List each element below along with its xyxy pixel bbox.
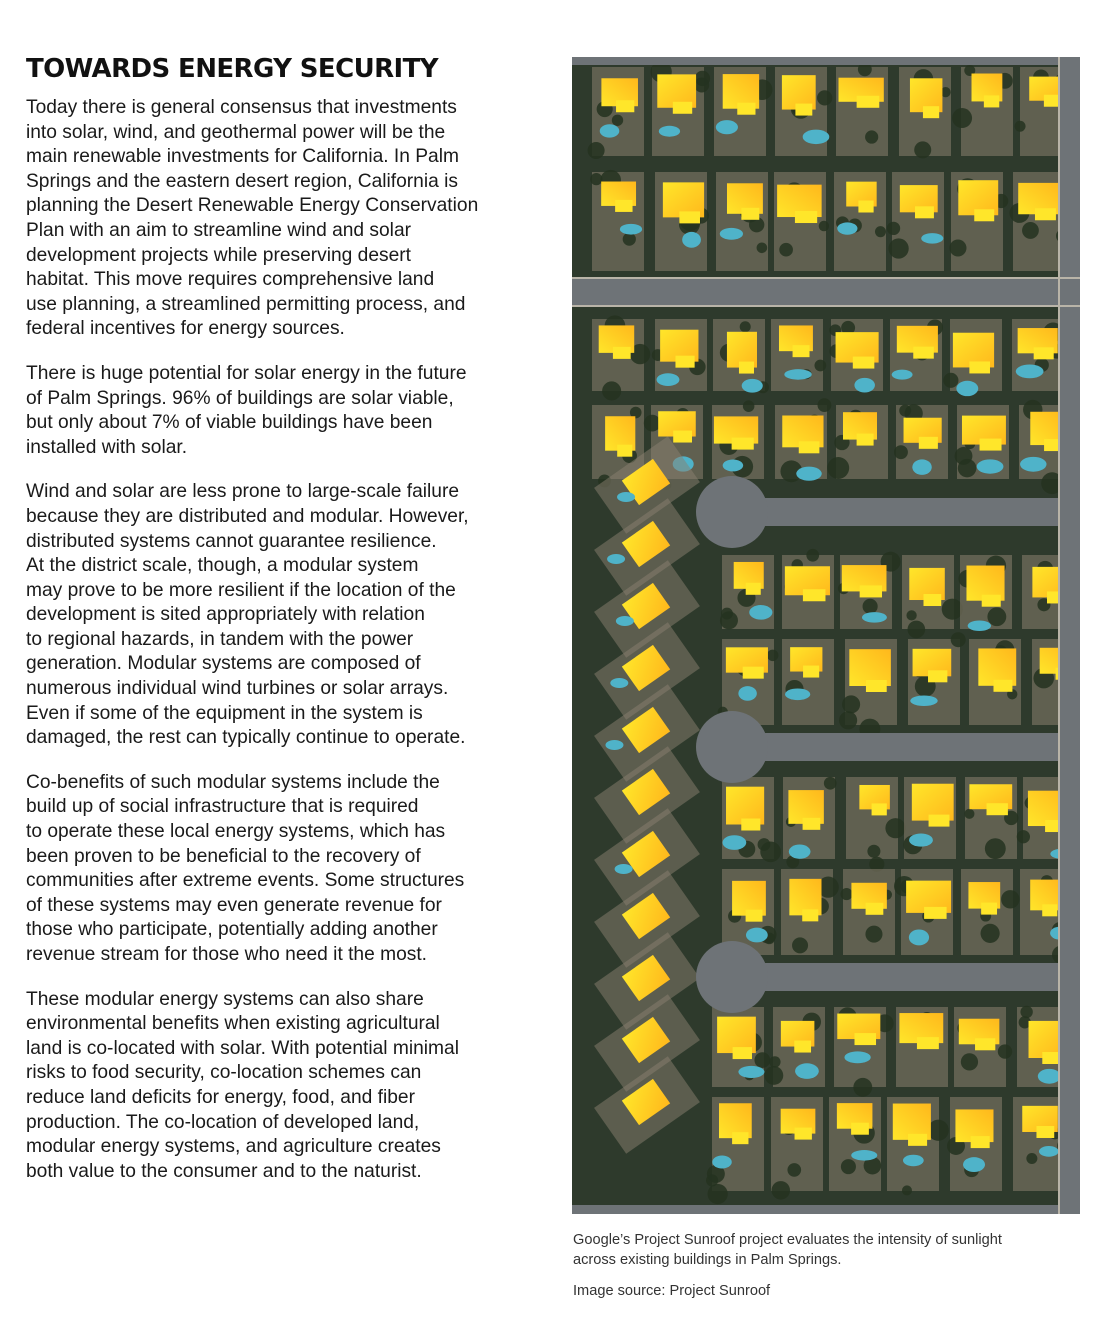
solar-roof <box>860 585 882 597</box>
tree <box>863 599 878 614</box>
solar-roof <box>739 362 754 374</box>
pool <box>749 605 772 620</box>
tree <box>612 115 623 126</box>
tree <box>767 650 778 661</box>
tree <box>708 1184 728 1204</box>
solar-roof <box>858 200 873 212</box>
solar-roof <box>732 438 754 450</box>
tree <box>865 130 878 143</box>
tree <box>889 238 909 258</box>
pool <box>789 844 811 858</box>
solar-roof <box>795 1128 812 1140</box>
cul-de-sac <box>696 476 768 548</box>
tree <box>817 90 832 105</box>
solar-roof <box>1036 1126 1054 1138</box>
solar-roof <box>743 667 764 679</box>
solar-roof <box>987 803 1008 815</box>
tree <box>792 937 808 953</box>
tree <box>1001 890 1019 908</box>
road <box>722 733 1062 761</box>
solar-roof <box>616 100 634 112</box>
tree <box>644 415 661 432</box>
solar-roof <box>908 1134 927 1146</box>
solar-roof <box>853 357 875 369</box>
article-body <box>26 96 532 1204</box>
tree <box>824 777 837 790</box>
tree <box>706 1174 718 1186</box>
solar-roof <box>971 1136 990 1148</box>
pool <box>977 459 1004 473</box>
solar-roof <box>741 819 760 831</box>
tree <box>764 1066 783 1085</box>
solar-roof <box>866 903 884 915</box>
pool <box>616 616 634 626</box>
pool <box>746 928 768 943</box>
pool <box>615 864 633 874</box>
pool <box>851 1150 877 1161</box>
solar-roof <box>795 104 812 116</box>
tree <box>758 838 771 851</box>
pool <box>617 492 635 502</box>
pool <box>738 1066 764 1078</box>
solar-roof <box>917 1037 939 1049</box>
tree <box>694 77 709 92</box>
solar-aerial-map <box>572 57 1080 1214</box>
pool <box>742 379 763 393</box>
pool <box>785 688 810 700</box>
solar-roof <box>854 1033 876 1045</box>
pool <box>921 233 943 244</box>
pool <box>620 224 642 235</box>
paragraph: There is huge potential for solar energy in the future of Palm Springs. 96% of buildings are solar viable, but only about 7% of viable buildings have been installed with solar. <box>26 362 467 458</box>
tree <box>885 818 905 838</box>
road <box>572 1205 1080 1214</box>
tree <box>894 445 908 459</box>
pool <box>903 1155 924 1167</box>
tree <box>840 888 852 900</box>
tree <box>958 459 977 478</box>
solar-roof <box>980 439 1002 451</box>
pool <box>892 370 913 380</box>
solar-roof <box>746 910 763 922</box>
pool <box>723 460 743 472</box>
pool <box>605 740 623 750</box>
tree <box>875 226 886 237</box>
solar-roof <box>1034 347 1054 359</box>
road <box>572 279 1080 305</box>
pool <box>610 678 628 688</box>
tree <box>814 360 826 372</box>
tree <box>1017 830 1030 843</box>
solar-roof <box>1035 208 1056 220</box>
solar-roof <box>915 206 934 218</box>
tree <box>769 1056 780 1067</box>
solar-roof <box>732 1132 748 1144</box>
tree <box>899 405 911 417</box>
pool <box>659 126 680 137</box>
pool <box>862 612 887 623</box>
tree <box>839 711 857 729</box>
tree <box>981 924 1000 943</box>
aerial-image <box>572 57 1080 1214</box>
paragraph: These modular energy systems can also share environmental benefits when existing agricultural land is co-located with solar. With potential minimal risks to food security, co-location schemes can reduce land deficits for energy, food, and fiber production. The co-location of developed land, modular energy systems, and agriculture creates both value to the consumer and to the naturist. <box>26 988 459 1182</box>
solar-roof <box>969 361 990 373</box>
pool <box>607 554 625 564</box>
sidewalk <box>572 277 1080 279</box>
solar-roof <box>923 106 939 118</box>
solar-roof <box>803 666 819 678</box>
pool <box>720 228 743 240</box>
road <box>572 57 1080 65</box>
solar-roof <box>982 595 1001 607</box>
pool <box>796 467 821 481</box>
pool <box>909 833 933 846</box>
tree <box>1026 1153 1037 1164</box>
pool <box>600 124 620 137</box>
paragraph: Wind and solar are less prone to large-scale failure because they are distributed and modular. However, distributed systems cannot guarantee resilience. At the district scale, though, a modular system may prove to be more resilient if the location of the development is sited appropriately with relation to regional hazards, in tandem with the power generation. Modular systems are composed of numerous individual wind turbines or solar arrays. Even if some of the equipment in the system is damaged, the rest can typically continue to operate. <box>26 481 469 749</box>
solar-roof <box>799 441 820 453</box>
tree <box>952 108 972 128</box>
tree <box>964 809 974 819</box>
tree <box>865 926 882 943</box>
solar-roof <box>737 103 755 115</box>
tree <box>779 243 793 257</box>
pool <box>738 686 756 701</box>
solar-roof <box>617 445 632 457</box>
solar-roof <box>802 909 818 921</box>
pool <box>909 929 929 945</box>
image-source: Image source: Project Sunroof <box>573 1283 771 1299</box>
tree <box>949 239 966 256</box>
tree <box>827 457 849 479</box>
solar-roof <box>679 211 700 223</box>
road <box>722 498 1062 526</box>
tree <box>908 621 926 639</box>
pool <box>837 222 857 234</box>
pool <box>854 378 875 393</box>
solar-roof <box>794 1041 811 1053</box>
tree <box>987 607 1006 626</box>
tree <box>588 142 605 159</box>
tree <box>951 632 966 647</box>
solar-roof <box>741 208 759 220</box>
pool <box>716 120 738 134</box>
solar-roof <box>1042 904 1057 916</box>
tree <box>1022 222 1039 239</box>
solar-roof <box>857 96 880 108</box>
tree <box>757 242 768 253</box>
solar-roof <box>924 907 946 919</box>
pool <box>956 381 978 396</box>
pool <box>795 1063 819 1079</box>
paragraph: Co-benefits of such modular systems include the build up of social infrastructure that is required to operate these local energy systems, which has been proven to be beneficial to the recovery of communities after extreme events. Some structures of these systems may even generate revenue for those who participate, potentially adding another revenue stream for those who need it the most. <box>26 771 465 965</box>
pool <box>844 1051 870 1063</box>
pool <box>1016 364 1044 378</box>
tree <box>806 549 819 562</box>
pool <box>910 695 937 706</box>
pool <box>722 835 746 850</box>
solar-roof <box>974 209 994 221</box>
tree <box>853 1078 872 1097</box>
tree <box>887 222 900 235</box>
solar-roof <box>615 200 632 212</box>
figure-caption <box>573 1231 1083 1302</box>
pool <box>963 1157 985 1172</box>
solar-roof <box>795 211 817 223</box>
road <box>1060 57 1080 1214</box>
pool <box>712 1155 731 1168</box>
pool <box>657 373 680 386</box>
pool <box>1020 457 1046 472</box>
pool <box>803 130 830 144</box>
cul-de-sac <box>696 941 768 1013</box>
tree <box>985 838 1006 859</box>
tree <box>754 1052 770 1068</box>
solar-roof <box>746 583 761 595</box>
page-title: TOWARDS ENERGY SECURITY <box>26 54 438 84</box>
tree <box>902 1185 912 1195</box>
solar-roof <box>1042 1052 1059 1064</box>
sidewalk <box>572 305 1080 307</box>
solar-roof <box>613 347 631 359</box>
tree <box>740 321 751 332</box>
tree <box>906 610 916 620</box>
pool <box>1039 1146 1059 1157</box>
tree <box>602 381 621 400</box>
tree <box>961 1053 978 1070</box>
tree <box>842 695 860 713</box>
solar-roof <box>975 1038 995 1050</box>
pool <box>682 232 701 248</box>
tree <box>914 141 931 158</box>
tree <box>943 373 958 388</box>
tree <box>818 398 832 412</box>
solar-roof <box>872 803 887 815</box>
sidewalk <box>1058 57 1060 1214</box>
tree <box>867 845 880 858</box>
paragraph: Today there is general consensus that investments into solar, wind, and geothermal power will be the main renewable investments for California. In Palm Springs and the eastern desert region, California is planning the Desert Renewable Energy Conservation Plan with an aim to streamline wind and solar development projects while preserving desert habitat. This move requires comprehensive land use planning, a streamlined permitting process, and federal incentives for energy sources. <box>26 97 479 340</box>
pool <box>1038 1069 1061 1084</box>
tree <box>1015 121 1026 132</box>
caption-text: Google’s Project Sunroof project evaluates the intensity of sunlight across existing buildings in Palm Springs. <box>573 1232 1002 1268</box>
pool <box>784 369 811 380</box>
tree <box>942 599 963 620</box>
solar-roof <box>803 589 826 601</box>
tree <box>720 611 738 629</box>
solar-roof <box>928 670 947 682</box>
solar-roof <box>803 818 821 830</box>
tree <box>841 1159 856 1174</box>
tree <box>819 221 829 231</box>
solar-roof <box>919 437 938 449</box>
solar-roof <box>673 102 692 114</box>
tree <box>772 1181 790 1199</box>
tree <box>998 1044 1012 1058</box>
solar-roof <box>866 680 887 692</box>
tree <box>743 400 755 412</box>
pool <box>968 620 991 631</box>
tree <box>787 1163 801 1177</box>
solar-roof <box>857 434 874 446</box>
solar-roof <box>923 594 941 606</box>
solar-roof <box>673 431 692 443</box>
tree <box>1020 1006 1032 1018</box>
solar-roof <box>993 680 1012 692</box>
solar-roof <box>981 903 997 915</box>
solar-roof <box>675 356 694 368</box>
solar-roof <box>929 815 950 827</box>
tree <box>590 173 602 185</box>
solar-roof <box>733 1047 752 1059</box>
solar-roof <box>793 345 810 357</box>
solar-roof <box>984 95 999 107</box>
solar-roof <box>851 1123 869 1135</box>
cul-de-sac <box>696 711 768 783</box>
road <box>722 963 1062 991</box>
pool <box>912 459 931 474</box>
solar-roof <box>913 347 934 359</box>
